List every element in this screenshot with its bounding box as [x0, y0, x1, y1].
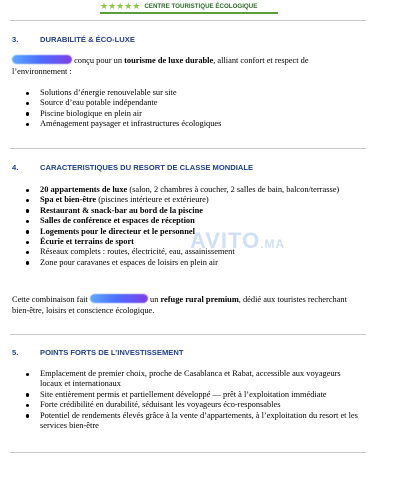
- list-item: [24, 185, 364, 195]
- section-number: 4.: [12, 163, 19, 172]
- intro-text: conçu pour un: [72, 56, 125, 65]
- section-title: POINTS FORTS DE L’INVESTISSEMENT: [40, 348, 184, 357]
- outro-text: un: [147, 295, 161, 304]
- intro-text-end: , alliant confort et respect de l’environnement :: [12, 56, 309, 76]
- list-item: [24, 216, 364, 226]
- watermark-text: AVITO: [190, 228, 261, 253]
- divider: [10, 452, 366, 453]
- list-item: [24, 227, 364, 237]
- section-heading-5: [12, 348, 183, 357]
- divider: [10, 334, 366, 335]
- section-3-list: [24, 88, 364, 130]
- list-item-text: (salon, 2 chambres à coucher, 2 salles de bain, balcon/terrasse): [127, 185, 340, 194]
- list-item: Source d’eau potable indépendante: [24, 98, 364, 108]
- list-item: [24, 206, 364, 216]
- section-number: 3.: [12, 35, 19, 44]
- list-item-text: Réseaux complets : routes, électricité, eau, assainissement: [40, 247, 235, 257]
- section-title: DURABILITÉ & ÉCO-LUXE: [40, 35, 135, 44]
- rating-stars: ★★★★★: [100, 1, 141, 11]
- list-item-bold: 20 appartements de luxe: [40, 185, 128, 194]
- list-item: Aménagement paysager et infrastructures écologiques: [24, 119, 364, 129]
- section-5-list: [24, 369, 364, 431]
- redacted-name-blur: [12, 55, 72, 64]
- divider: [10, 20, 366, 21]
- list-item-bold: Logements pour le directeur et le personnel: [40, 226, 195, 236]
- watermark-suffix: .MA: [260, 237, 286, 251]
- section-title: CARACTERISTIQUES DU RESORT DE CLASSE MONDIALE: [40, 163, 254, 172]
- list-item: Forte crédibilité en durabilité, séduisant les voyageurs éco-responsables: [24, 400, 364, 410]
- list-item: Piscine biologique en plein air: [24, 109, 364, 119]
- section-heading-4: [12, 163, 253, 172]
- outro-text-end: , dédié aux touristes recherchant bien-être, loisirs et conscience écologique.: [12, 295, 347, 315]
- list-item-bold: Spa et bien-être: [40, 195, 97, 205]
- list-item: [24, 247, 364, 257]
- section-number: 5.: [12, 348, 19, 357]
- section-3-intro: [12, 55, 364, 77]
- list-item: Solutions d’énergie renouvelable sur site: [24, 88, 364, 98]
- section-4-list: [24, 185, 364, 268]
- list-item: [24, 195, 364, 205]
- list-item: Site entièrement permis et partiellement développé — prêt à l’exploitation immédiate: [24, 390, 364, 400]
- list-item-bold: Restaurant & snack-bar au bord de la piscine: [40, 205, 203, 215]
- list-item-text: Zone pour caravanes et espaces de loisirs en plein air: [40, 257, 218, 267]
- list-item-bold: Écurie et terrains de sport: [40, 237, 134, 247]
- section-4-outro: [12, 294, 364, 316]
- redacted-name-blur: [90, 294, 148, 303]
- intro-bold: tourisme de luxe durable: [124, 56, 214, 65]
- list-item-bold: Salles de conférence et espaces de réception: [40, 216, 195, 226]
- list-item: Emplacement de premier choix, proche de Casablanca et Rabat, accessible aux voyageurs locaux et internationaux: [24, 369, 364, 390]
- banner-title: CENTRE TOURISTIQUE ÉCOLOGIQUE: [144, 2, 258, 10]
- list-item: [24, 237, 364, 247]
- list-item-text: (piscines intérieure et extérieure): [96, 195, 209, 205]
- section-heading-3: [12, 35, 135, 44]
- divider: [10, 148, 366, 149]
- list-item: Potentiel de rendements élevés grâce à la vente d’appartements, à l’exploitation du resort et les services bien-être: [24, 411, 364, 432]
- list-item: [24, 258, 364, 268]
- header-banner: [100, 0, 278, 14]
- outro-text: Cette combinaison fait: [12, 295, 90, 304]
- outro-bold: refuge rural premium: [160, 295, 239, 304]
